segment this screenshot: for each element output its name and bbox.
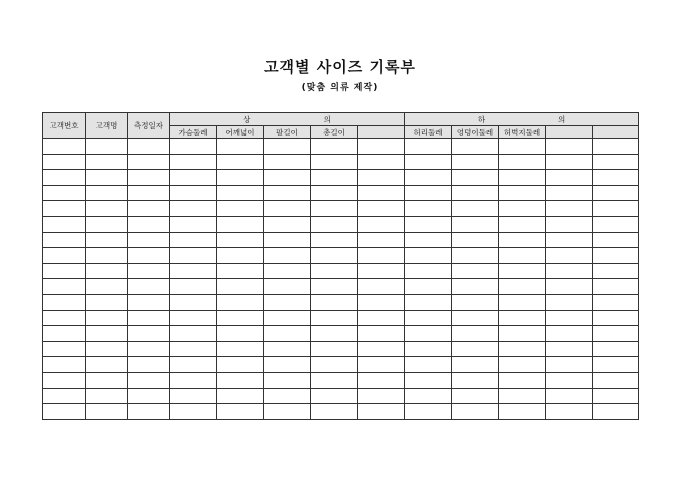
table-cell[interactable]: [86, 404, 128, 420]
table-cell[interactable]: [170, 201, 217, 217]
header-chest: 가슴둘레: [170, 126, 217, 139]
table-cell[interactable]: [128, 248, 170, 264]
table-cell[interactable]: [311, 279, 358, 295]
table-cell[interactable]: [170, 185, 217, 201]
table-cell[interactable]: [499, 404, 546, 420]
table-cell[interactable]: [405, 279, 452, 295]
table-cell[interactable]: [264, 139, 311, 155]
table-cell[interactable]: [593, 170, 639, 186]
header-group-lower-char-2: 의: [557, 114, 566, 124]
header-lower-blank-2: [593, 126, 639, 139]
table-cell[interactable]: [43, 170, 86, 186]
table-cell[interactable]: [86, 201, 128, 217]
table-cell[interactable]: [452, 341, 499, 357]
table-cell[interactable]: [217, 139, 264, 155]
table-row: [43, 154, 639, 170]
table-cell[interactable]: [499, 139, 546, 155]
table-cell[interactable]: [311, 326, 358, 342]
table-cell[interactable]: [405, 139, 452, 155]
table-cell[interactable]: [43, 372, 86, 388]
table-cell[interactable]: [264, 388, 311, 404]
table-cell[interactable]: [170, 263, 217, 279]
table-cell[interactable]: [358, 326, 405, 342]
header-thigh: 허벅지둘레: [499, 126, 546, 139]
table-row: [43, 326, 639, 342]
table-cell[interactable]: [43, 326, 86, 342]
table-cell[interactable]: [170, 372, 217, 388]
table-row: [43, 201, 639, 217]
table-cell[interactable]: [405, 154, 452, 170]
table-cell[interactable]: [43, 404, 86, 420]
table-row: [43, 170, 639, 186]
table-cell[interactable]: [86, 139, 128, 155]
table-cell[interactable]: [358, 248, 405, 264]
table-cell[interactable]: [452, 248, 499, 264]
table-cell[interactable]: [499, 341, 546, 357]
page-title: 고객별 사이즈 기록부: [264, 58, 416, 76]
table-cell[interactable]: [86, 372, 128, 388]
table-cell[interactable]: [358, 404, 405, 420]
table-cell[interactable]: [311, 294, 358, 310]
table-cell[interactable]: [546, 310, 593, 326]
table-row: [43, 263, 639, 279]
table-cell[interactable]: [43, 248, 86, 264]
table-cell[interactable]: [358, 263, 405, 279]
table-cell[interactable]: [358, 357, 405, 373]
table-cell[interactable]: [170, 248, 217, 264]
table-cell[interactable]: [593, 372, 639, 388]
table-cell[interactable]: [405, 404, 452, 420]
table-cell[interactable]: [128, 372, 170, 388]
table-cell[interactable]: [170, 404, 217, 420]
table-cell[interactable]: [499, 372, 546, 388]
table-cell[interactable]: [311, 248, 358, 264]
table-cell[interactable]: [499, 170, 546, 186]
table-row: [43, 279, 639, 295]
table-cell[interactable]: [264, 185, 311, 201]
header-customer-number: 고객번호: [43, 113, 86, 139]
size-record-table: [42, 112, 639, 420]
table-cell[interactable]: [170, 341, 217, 357]
header-waist: 허리둘레: [405, 126, 452, 139]
table-row: [43, 216, 639, 232]
table-cell[interactable]: [546, 248, 593, 264]
table-cell[interactable]: [405, 232, 452, 248]
table-row: [43, 248, 639, 264]
table-cell[interactable]: [86, 170, 128, 186]
table-cell[interactable]: [358, 372, 405, 388]
table-cell[interactable]: [593, 248, 639, 264]
table-cell[interactable]: [86, 310, 128, 326]
table-cell[interactable]: [264, 154, 311, 170]
table-cell[interactable]: [452, 310, 499, 326]
table-cell[interactable]: [170, 232, 217, 248]
table-cell[interactable]: [170, 139, 217, 155]
table-cell[interactable]: [593, 216, 639, 232]
table-row: [43, 232, 639, 248]
table-row: [43, 357, 639, 373]
table-cell[interactable]: [593, 154, 639, 170]
table-cell[interactable]: [311, 404, 358, 420]
table-cell[interactable]: [499, 185, 546, 201]
table-cell[interactable]: [128, 216, 170, 232]
table-cell[interactable]: [170, 216, 217, 232]
table-cell[interactable]: [405, 201, 452, 217]
table-cell[interactable]: [86, 294, 128, 310]
table-cell[interactable]: [170, 310, 217, 326]
table-cell[interactable]: [452, 388, 499, 404]
table-cell[interactable]: [217, 185, 264, 201]
table-cell[interactable]: [546, 279, 593, 295]
table-cell[interactable]: [170, 154, 217, 170]
table-cell[interactable]: [311, 201, 358, 217]
header-measure-date: 측정일자: [128, 113, 170, 139]
table-cell[interactable]: [546, 372, 593, 388]
table-cell[interactable]: [499, 388, 546, 404]
table-cell[interactable]: [264, 326, 311, 342]
table-cell[interactable]: [128, 279, 170, 295]
table-cell[interactable]: [358, 216, 405, 232]
table-cell[interactable]: [546, 232, 593, 248]
header-group-lower: [405, 113, 639, 126]
table-cell[interactable]: [264, 404, 311, 420]
table-cell[interactable]: [452, 372, 499, 388]
table-cell[interactable]: [452, 232, 499, 248]
table-cell[interactable]: [358, 185, 405, 201]
table-cell[interactable]: [170, 326, 217, 342]
table-cell[interactable]: [217, 201, 264, 217]
table-cell[interactable]: [358, 310, 405, 326]
table-cell[interactable]: [86, 232, 128, 248]
table-cell[interactable]: [452, 326, 499, 342]
header-group-lower-char-1: 하: [477, 114, 486, 124]
table-cell[interactable]: [217, 170, 264, 186]
table-cell[interactable]: [86, 248, 128, 264]
table-cell[interactable]: [499, 216, 546, 232]
table-cell[interactable]: [43, 216, 86, 232]
table-cell[interactable]: [499, 248, 546, 264]
table-cell[interactable]: [311, 341, 358, 357]
table-cell[interactable]: [405, 357, 452, 373]
table-cell[interactable]: [358, 341, 405, 357]
header-group-upper-char-1: 상: [243, 114, 251, 124]
table-cell[interactable]: [546, 326, 593, 342]
table-cell[interactable]: [311, 357, 358, 373]
table-cell[interactable]: [217, 404, 264, 420]
table-cell[interactable]: [311, 388, 358, 404]
table-cell[interactable]: [43, 185, 86, 201]
table-cell[interactable]: [311, 310, 358, 326]
table-cell[interactable]: [593, 232, 639, 248]
table-cell[interactable]: [546, 216, 593, 232]
table-cell[interactable]: [43, 139, 86, 155]
table-cell[interactable]: [264, 216, 311, 232]
table-cell[interactable]: [86, 279, 128, 295]
table-cell[interactable]: [311, 170, 358, 186]
table-cell[interactable]: [217, 388, 264, 404]
table-cell[interactable]: [86, 263, 128, 279]
table-cell[interactable]: [452, 279, 499, 295]
table-cell[interactable]: [405, 372, 452, 388]
table-cell[interactable]: [499, 232, 546, 248]
table-cell[interactable]: [593, 201, 639, 217]
table-cell[interactable]: [499, 154, 546, 170]
header-arm-length: 팔길이: [264, 126, 311, 139]
table-cell[interactable]: [452, 404, 499, 420]
table-cell[interactable]: [43, 388, 86, 404]
table-cell[interactable]: [593, 357, 639, 373]
table-cell[interactable]: [128, 139, 170, 155]
table-cell[interactable]: [452, 185, 499, 201]
table-cell[interactable]: [217, 279, 264, 295]
table-cell[interactable]: [128, 310, 170, 326]
table-cell[interactable]: [86, 326, 128, 342]
table-cell[interactable]: [499, 310, 546, 326]
page-subtitle: (맞춤 의류 제작): [301, 83, 379, 93]
header-group-upper-char-2: 의: [323, 114, 331, 124]
header-shoulder: 어깨넓이: [217, 126, 264, 139]
table-row: [43, 388, 639, 404]
table-cell[interactable]: [264, 357, 311, 373]
table-cell[interactable]: [499, 279, 546, 295]
table-cell[interactable]: [217, 232, 264, 248]
table-cell[interactable]: [264, 232, 311, 248]
table-cell[interactable]: [358, 279, 405, 295]
table-cell[interactable]: [43, 294, 86, 310]
table-cell[interactable]: [499, 357, 546, 373]
table-cell[interactable]: [593, 404, 639, 420]
table-row: [43, 372, 639, 388]
table-row: [43, 310, 639, 326]
table-cell[interactable]: [358, 139, 405, 155]
table-cell[interactable]: [593, 279, 639, 295]
table-cell[interactable]: [593, 139, 639, 155]
table-row: [43, 341, 639, 357]
table-cell[interactable]: [405, 263, 452, 279]
table-cell[interactable]: [170, 388, 217, 404]
table-cell[interactable]: [405, 185, 452, 201]
table-cell[interactable]: [128, 388, 170, 404]
table-cell[interactable]: [43, 154, 86, 170]
table-cell[interactable]: [405, 388, 452, 404]
table-cell[interactable]: [405, 294, 452, 310]
table-cell[interactable]: [452, 357, 499, 373]
table-cell[interactable]: [499, 294, 546, 310]
header-total-length: 총길이: [311, 126, 358, 139]
table-cell[interactable]: [311, 263, 358, 279]
table-cell[interactable]: [86, 216, 128, 232]
table-cell[interactable]: [593, 388, 639, 404]
header-customer-name: 고객명: [86, 113, 128, 139]
table-cell[interactable]: [128, 294, 170, 310]
table-cell[interactable]: [217, 357, 264, 373]
table-row: [43, 139, 639, 155]
table-cell[interactable]: [311, 139, 358, 155]
table-cell[interactable]: [546, 404, 593, 420]
table-cell[interactable]: [128, 201, 170, 217]
table-row: [43, 185, 639, 201]
table-cell[interactable]: [358, 294, 405, 310]
table-cell[interactable]: [452, 201, 499, 217]
table-cell[interactable]: [452, 154, 499, 170]
table-cell[interactable]: [593, 341, 639, 357]
table-cell[interactable]: [311, 372, 358, 388]
table-cell[interactable]: [452, 263, 499, 279]
table-cell[interactable]: [217, 216, 264, 232]
table-cell[interactable]: [86, 388, 128, 404]
table-cell[interactable]: [264, 341, 311, 357]
table-cell[interactable]: [546, 154, 593, 170]
table-cell[interactable]: [128, 404, 170, 420]
table-cell[interactable]: [128, 341, 170, 357]
table-cell[interactable]: [405, 216, 452, 232]
table-cell[interactable]: [358, 232, 405, 248]
table-cell[interactable]: [170, 170, 217, 186]
table-cell[interactable]: [217, 154, 264, 170]
table-cell[interactable]: [170, 279, 217, 295]
table-cell[interactable]: [43, 357, 86, 373]
table-cell[interactable]: [217, 326, 264, 342]
table-cell[interactable]: [128, 154, 170, 170]
table-cell[interactable]: [264, 372, 311, 388]
table-cell[interactable]: [43, 263, 86, 279]
table-cell[interactable]: [499, 201, 546, 217]
table-cell[interactable]: [452, 170, 499, 186]
table-cell[interactable]: [405, 248, 452, 264]
table-cell[interactable]: [546, 170, 593, 186]
table-cell[interactable]: [546, 201, 593, 217]
table-cell[interactable]: [358, 201, 405, 217]
table-cell[interactable]: [405, 341, 452, 357]
table-cell[interactable]: [128, 357, 170, 373]
table-cell[interactable]: [170, 357, 217, 373]
table-cell[interactable]: [264, 279, 311, 295]
table-cell[interactable]: [358, 388, 405, 404]
table-cell[interactable]: [43, 201, 86, 217]
table-cell[interactable]: [546, 341, 593, 357]
table-cell[interactable]: [452, 294, 499, 310]
table-cell[interactable]: [405, 326, 452, 342]
table-cell[interactable]: [593, 185, 639, 201]
table-cell[interactable]: [86, 154, 128, 170]
table-cell[interactable]: [452, 139, 499, 155]
table-cell[interactable]: [128, 185, 170, 201]
table-cell[interactable]: [311, 154, 358, 170]
table-cell[interactable]: [43, 310, 86, 326]
table-cell[interactable]: [128, 232, 170, 248]
table-cell[interactable]: [593, 310, 639, 326]
table-cell[interactable]: [546, 388, 593, 404]
table-cell[interactable]: [311, 232, 358, 248]
table-cell[interactable]: [43, 232, 86, 248]
table-cell[interactable]: [593, 326, 639, 342]
table-cell[interactable]: [217, 372, 264, 388]
table-cell[interactable]: [405, 170, 452, 186]
table-cell[interactable]: [405, 310, 452, 326]
table-cell[interactable]: [593, 263, 639, 279]
table-cell[interactable]: [217, 248, 264, 264]
table-row: [43, 294, 639, 310]
table-cell[interactable]: [264, 248, 311, 264]
table-cell[interactable]: [546, 357, 593, 373]
table-cell[interactable]: [358, 154, 405, 170]
table-cell[interactable]: [128, 170, 170, 186]
table-cell[interactable]: [128, 263, 170, 279]
header-group-upper: [170, 113, 405, 126]
table-cell[interactable]: [264, 170, 311, 186]
header-lower-blank-1: [546, 126, 593, 139]
header-hip: 엉덩이둘레: [452, 126, 499, 139]
table-body: [43, 139, 639, 420]
table-cell[interactable]: [170, 294, 217, 310]
table-cell[interactable]: [217, 294, 264, 310]
table-cell[interactable]: [217, 341, 264, 357]
table-cell[interactable]: [264, 294, 311, 310]
table-cell[interactable]: [452, 216, 499, 232]
table-cell[interactable]: [264, 310, 311, 326]
table-cell[interactable]: [217, 263, 264, 279]
table-cell[interactable]: [358, 170, 405, 186]
table-cell[interactable]: [128, 326, 170, 342]
table-cell[interactable]: [546, 294, 593, 310]
table-cell[interactable]: [546, 139, 593, 155]
table-cell[interactable]: [499, 326, 546, 342]
table-cell[interactable]: [311, 216, 358, 232]
table-cell[interactable]: [311, 185, 358, 201]
table-cell[interactable]: [264, 263, 311, 279]
table-cell[interactable]: [86, 341, 128, 357]
table-cell[interactable]: [499, 263, 546, 279]
table-cell[interactable]: [546, 263, 593, 279]
table-cell[interactable]: [43, 341, 86, 357]
table-cell[interactable]: [86, 357, 128, 373]
header-upper-blank: [358, 126, 405, 139]
table-cell[interactable]: [217, 310, 264, 326]
table-cell[interactable]: [546, 185, 593, 201]
table-row: [43, 404, 639, 420]
table-cell[interactable]: [264, 201, 311, 217]
table-cell[interactable]: [43, 279, 86, 295]
table-cell[interactable]: [86, 185, 128, 201]
table-cell[interactable]: [593, 294, 639, 310]
